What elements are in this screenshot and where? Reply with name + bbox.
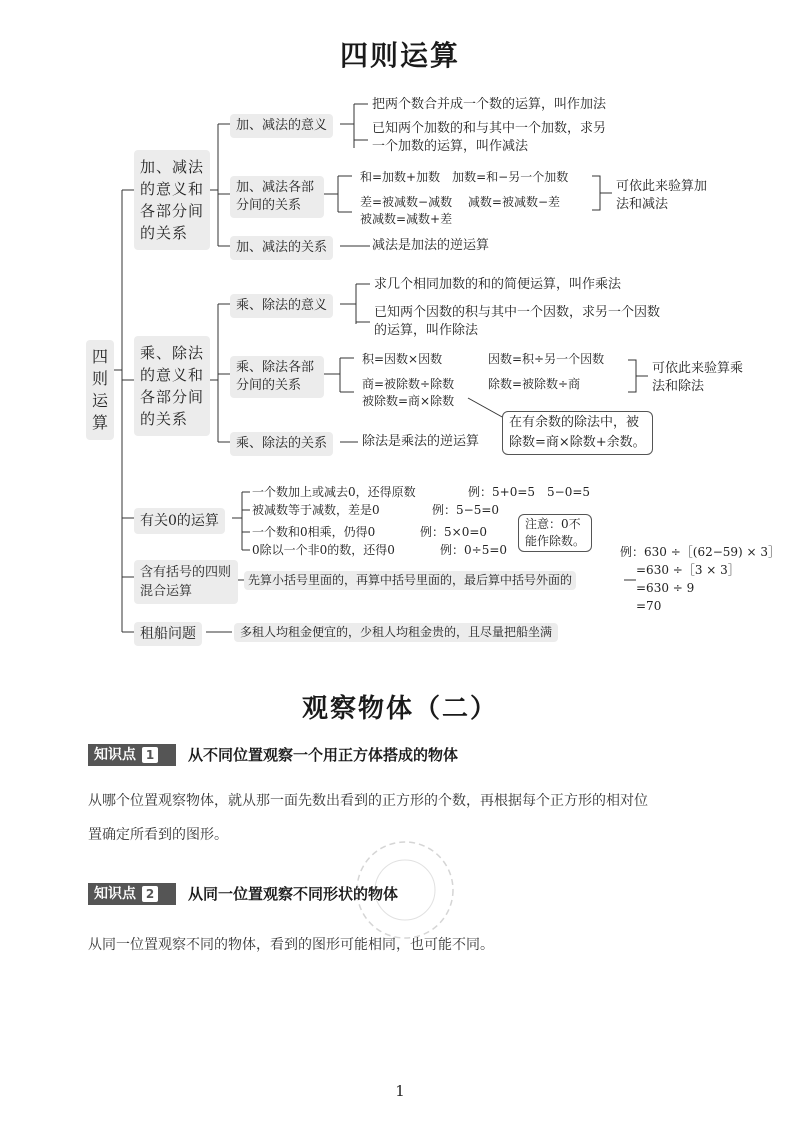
zero-note-line-2: 能作除数。: [525, 534, 586, 548]
parentheses-rule: 先算小括号里面的，再算中括号里面的，最后算中括号外面的: [244, 571, 576, 590]
mul-rel-2a: 商=被除数÷除数: [362, 377, 455, 391]
category-zero: 有关0的运算: [134, 508, 225, 534]
category-mul-div: 乘、除法的意义和各部分间的关系: [134, 336, 210, 436]
mul-meaning-2b: 的运算，叫作除法: [374, 323, 479, 338]
node-add-relation: 加、减法的关系: [230, 236, 333, 260]
paren-example-1: 例：630 ÷［(62−59) × 3］: [620, 545, 781, 559]
zero-rule-4-example: 例：0÷5=0: [440, 543, 508, 557]
remainder-note: [502, 411, 653, 455]
zero-rule-2: 被减数等于减数，差是0: [252, 503, 380, 517]
add-check: 可依此来验算加法和减法: [616, 179, 708, 212]
node-mul-parts: 乘、除法各部分间的关系: [230, 356, 324, 398]
knowledge-point-2-tag: [88, 883, 176, 905]
add-rel-2: 差=被减数−减数 减数=被减数−差: [360, 195, 561, 209]
remainder-note-line-2: 除数=商×除数+余数。: [509, 435, 646, 450]
kp1-number: 1: [142, 747, 158, 763]
root-node: 四则运算: [86, 340, 114, 440]
mul-rel-3: 被除数=商×除数: [362, 394, 455, 408]
zero-rule-1: 一个数加上或减去0，还得原数: [252, 485, 416, 499]
kp1-title: 从不同位置观察一个用正方体搭成的物体: [188, 746, 459, 764]
kp2-title: 从同一位置观察不同形状的物体: [188, 885, 399, 903]
add-meaning-1: 把两个数合并成一个数的运算，叫作加法: [372, 97, 607, 112]
mul-rel-1a: 积=因数×因数: [362, 352, 443, 366]
category-add-sub: 加、减法的意义和各部分间的关系: [134, 150, 210, 250]
paren-example-4: =70: [636, 599, 662, 613]
node-add-meaning: 加、减法的意义: [230, 114, 333, 138]
category-boat-rental: 租船问题: [134, 622, 202, 646]
kp2-text: 从同一位置观察不同的物体，看到的图形可能相同，也可能不同。: [88, 937, 494, 953]
zero-rule-1-example: 例：5+0=5 5−0=5: [468, 485, 591, 499]
zero-rule-3: 一个数和0相乘，仍得0: [252, 525, 376, 539]
page-title-arithmetic: 四则运算: [339, 39, 460, 72]
kp2-label: 知识点: [94, 886, 136, 902]
mul-meaning-1: 求几个相同加数的和的简便运算，叫作乘法: [374, 277, 622, 292]
zero-rule-3-example: 例：5×0=0: [420, 525, 488, 539]
mul-inverse-text: 除法是乘法的逆运算: [362, 434, 480, 449]
kp1-text-line-1: 从哪个位置观察物体，就从那一面先数出看到的正方形的个数，再根据每个正方形的相对位: [88, 793, 648, 809]
node-mul-meaning: 乘、除法的意义: [230, 294, 333, 318]
mul-rel-2b: 除数=被除数÷商: [488, 377, 581, 391]
kp2-number: 2: [142, 886, 158, 902]
zero-note-line-1: 注意：0不: [525, 517, 581, 531]
add-rel-3: 被减数=减数+差: [360, 212, 453, 226]
add-meaning-2a: 已知两个加数的和与其中一个加数，求另: [372, 121, 607, 136]
paren-example-3: =630 ÷ 9: [636, 581, 695, 595]
mul-meaning-2a: 已知两个因数的积与其中一个因数，求另一个因数: [374, 305, 661, 320]
mul-check: 可依此来验算乘法和除法: [652, 361, 744, 394]
node-add-parts: 加、减法各部分间的关系: [230, 176, 324, 218]
zero-divisor-note: [518, 514, 592, 552]
paren-example-2: =630 ÷［3 × 3］: [636, 563, 740, 577]
watermark-stamp: [350, 830, 460, 950]
add-inverse-text: 减法是加法的逆运算: [372, 238, 490, 253]
zero-rule-2-example: 例：5−5=0: [432, 503, 500, 517]
knowledge-point-1-tag: [88, 744, 176, 766]
category-parentheses: 含有括号的四则混合运算: [134, 560, 238, 604]
section-title-observe: 观察物体（二）: [301, 694, 498, 724]
remainder-note-line-1: 在有余数的除法中，被: [509, 415, 640, 430]
kp1-text-line-2: 置确定所看到的图形。: [88, 827, 228, 843]
zero-rule-4: 0除以一个非0的数，还得0: [252, 543, 395, 557]
add-meaning-2b: 一个加数的运算，叫作减法: [372, 139, 529, 154]
mul-rel-1b: 因数=积÷另一个因数: [488, 352, 605, 366]
boat-rental-rule: 多租人均租金便宜的，少租人均租金贵的，且尽量把船坐满: [234, 623, 558, 642]
kp1-label: 知识点: [94, 747, 136, 763]
page-number: 1: [395, 1082, 405, 1100]
node-mul-relation: 乘、除法的关系: [230, 432, 333, 456]
add-rel-1: 和=加数+加数 加数=和−另一个加数: [360, 170, 569, 184]
